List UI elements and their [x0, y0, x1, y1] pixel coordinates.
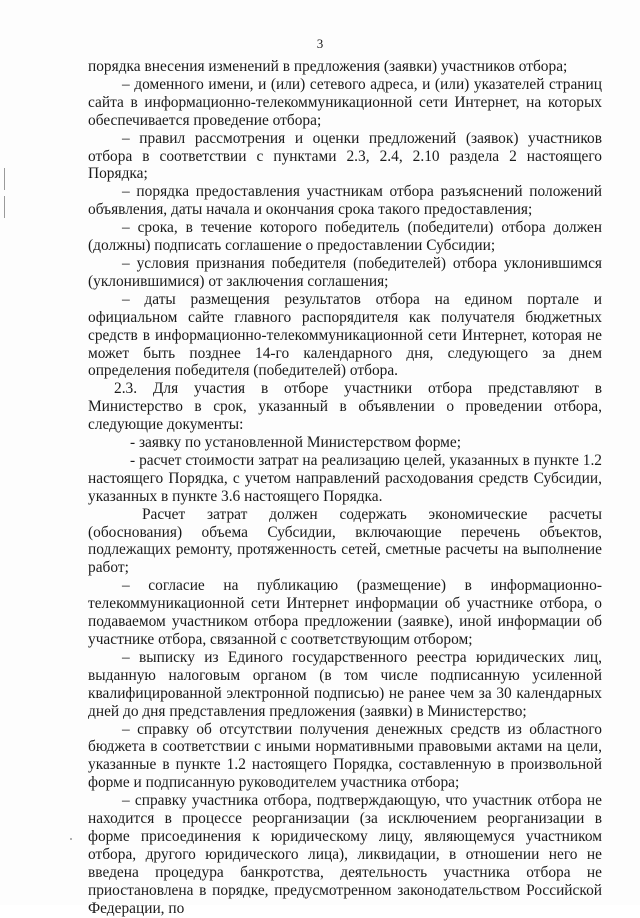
- margin-mark: [4, 196, 5, 218]
- paragraph: – согласие на публикацию (размещение) в информационно-телекоммуникационной сети Интернет информации об участнике отбора, о подаваемом участником отбора предложении (заявке), иной информации об участнике отбора, связанной с соответствующим отбором;: [88, 577, 602, 648]
- paragraph: – срока, в течение которого победитель (победители) отбора должен (должны) подписать соглашение о предоставлении Субсидии;: [88, 219, 602, 255]
- paragraph: – даты размещения результатов отбора на едином портале и официальном сайте главного распорядителя как получателя бюджетных средств в информационно-телекоммуникационной сети Интернет, которая не может быть позднее 14-го календарного дня, следующего за днем определения победителя (победителей) отбора.: [88, 290, 602, 380]
- scan-speck: [70, 838, 72, 840]
- paragraph: – справку об отсутствии получения денежных средств из областного бюджета в соответствии с иными нормативными правовыми актами на цели, указанные в пункте 1.2 настоящего Порядка, составленную в произвольной форме и подписанную руководителем участника отбора;: [88, 720, 602, 792]
- paragraph: 2.3. Для участия в отборе участники отбора представляют в Министерство в срок, указанный в объявлении о проведении отбора, следующие документы:: [88, 380, 602, 434]
- paragraph: – справку участника отбора, подтверждающую, что участник отбора не находится в процессе реорганизации (за исключением реорганизации в форме присоединения к юридическому лицу, являющемуся участником отбора, другого юридического лица), ликвидации, в отношении него не введена процедура банкротства, деятельность участника отбора не приостановлена в порядке, предусмотренном законодательством Российской Федерации, по: [88, 792, 602, 917]
- paragraph: Расчет затрат должен содержать экономические расчеты (обоснования) объема Субсидии, включающие перечень объектов, подлежащих ремонту, протяженность сетей, сметные расчеты на выполнение работ;: [88, 505, 602, 577]
- page-number: 3: [316, 36, 324, 51]
- paragraph: - расчет стоимости затрат на реализацию целей, указанных в пункте 1.2 настоящего Порядка, с учетом направлений расходования средств Субсидии, указанных в пункте 3.6 настоящего Порядка.: [88, 451, 602, 505]
- paragraph: порядка внесения изменений в предложения (заявки) участников отбора;: [88, 58, 568, 75]
- paragraph: - заявку по установленной Министерством форме;: [130, 434, 462, 452]
- paragraph: – условия признания победителя (победителей) отбора уклонившимся (уклонившимися) от заключения соглашения;: [88, 254, 602, 290]
- paragraph: – выписку из Единого государственного реестра юридических лиц, выданную налоговым органом (в том числе подписанную усиленной квалифицированной электронной подписью) не ранее чем за 30 календарных дней до дня представления предложения (заявки) в Министерство;: [88, 648, 602, 720]
- margin-mark: [4, 168, 5, 190]
- paragraph: – порядка предоставления участникам отбора разъяснений положений объявления, даты начала и окончания срока такого предоставления;: [88, 183, 602, 219]
- paragraph: – доменного имени, и (или) сетевого адреса, и (или) указателей страниц сайта в информационно-телекоммуникационной сети Интернет, на которых обеспечивается проведение отбора;: [88, 75, 602, 129]
- paragraph: – правил рассмотрения и оценки предложений (заявок) участников отбора в соответствии с пунктами 2.3, 2.4, 2.10 раздела 2 настоящего Порядка;: [88, 129, 602, 183]
- document-body: [88, 58, 602, 918]
